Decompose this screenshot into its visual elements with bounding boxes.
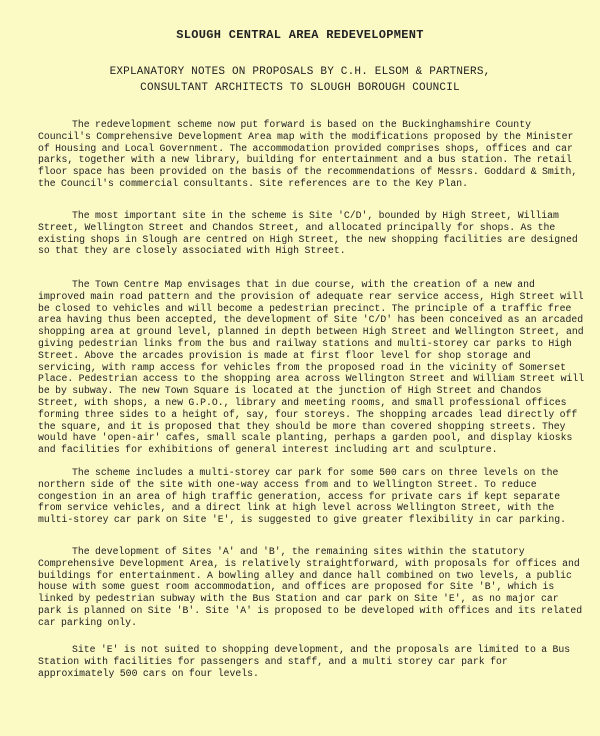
paragraph-site-e: Site 'E' is not suited to shopping development, and the proposals are limited to a Bus Station with facilities for passengers and staff, and a multi storey car park for approximately 500 cars on four levels. xyxy=(38,644,571,679)
document-subtitle xyxy=(0,64,600,96)
document-title: SLOUGH CENTRAL AREA REDEVELOPMENT xyxy=(176,28,424,42)
paragraph-site-cd: The most important site in the scheme is Site 'C/D', bounded by High Street, William Street, Wellington Street and Chandos Street, and allocated principally for shops. As the existing shops in Slough are centred on High Street, the new shopping facilities are designed so that they are closely associated with High Street. xyxy=(38,210,578,257)
paragraph-town-centre-map: The Town Centre Map envisages that in due course, with the creation of a new and improved main road pattern and the provision of adequate rear service access, High Street will be closed to vehicles and will become a pedestrian precinct. The principle of a traffic free area having thus been accepted, the development of Site 'C/D' has been conceived as an arcaded shopping area at ground level, planned in depth between High Street and Wellington Street, and giving pedestrian links from the bus and railway stations and multi-storey car parks to High Street. Above the arcades provision is made at first floor level for shop storage and servicing, with ramp access for vehicles from the proposed road in the vicinity of Somerset Place. Pedestrian access to the shopping area across Wellington Street and William Street will be by subway. The new Town Square is located at the junction of High Street and Chandos Street, with shops, a new G.P.O., library and meeting rooms, and small professional offices forming three sides to a height of, say, four storeys. The shopping arcades lead directly off the square, and it is proposed that they should be more than covered shopping streets. They would have 'open-air' cafes, small scale planting, perhaps a garden pool, and display kiosks and facilities for exhibitions of general interest including art and sculpture. xyxy=(38,279,585,456)
paragraph-sites-a-b: The development of Sites 'A' and 'B', the remaining sites within the statutory Comprehensive Development Area, is relatively straightforward, with proposals for offices and buildings for entertainment. A bowling alley and dance hall combined on two levels, a public house with some guest room accommodation, and offices are proposed for Site 'B', which is linked by pedestrian subway with the Bus Station and car park on Site 'E', as no major car park is planned on Site 'B'. Site 'A' is proposed to be developed with offices and its related car parking only. xyxy=(38,546,583,628)
paragraph-intro: The redevelopment scheme now put forward is based on the Buckinghamshire County Council's Comprehensive Development Area map with the modifications proposed by the Minister of Housing and Local Government. The accommodation provided comprises shops, offices and car parks, together with a new library, building for entertainment and a bus station. The retail floor space has been provided on the basis of the recommendations of Messrs. Goddard & Smith, the Council's commercial consultants. Site references are to the Key Plan. xyxy=(38,119,578,189)
subtitle-line-2: CONSULTANT ARCHITECTS TO SLOUGH BOROUGH COUNCIL xyxy=(140,82,460,94)
subtitle-line-1: EXPLANATORY NOTES ON PROPOSALS BY C.H. ELSOM & PARTNERS, xyxy=(109,66,491,78)
paragraph-car-park: The scheme includes a multi-storey car park for some 500 cars on three levels on the northern side of the site with one-way access from and to Wellington Street. To reduce congestion in an area of high traffic generation, access for private cars if kept separate from service vehicles, and a direct link at high level across Wellington Street, with the multi-storey car park on Site 'E', is suggested to give greater flexibility in car parking. xyxy=(38,467,566,526)
